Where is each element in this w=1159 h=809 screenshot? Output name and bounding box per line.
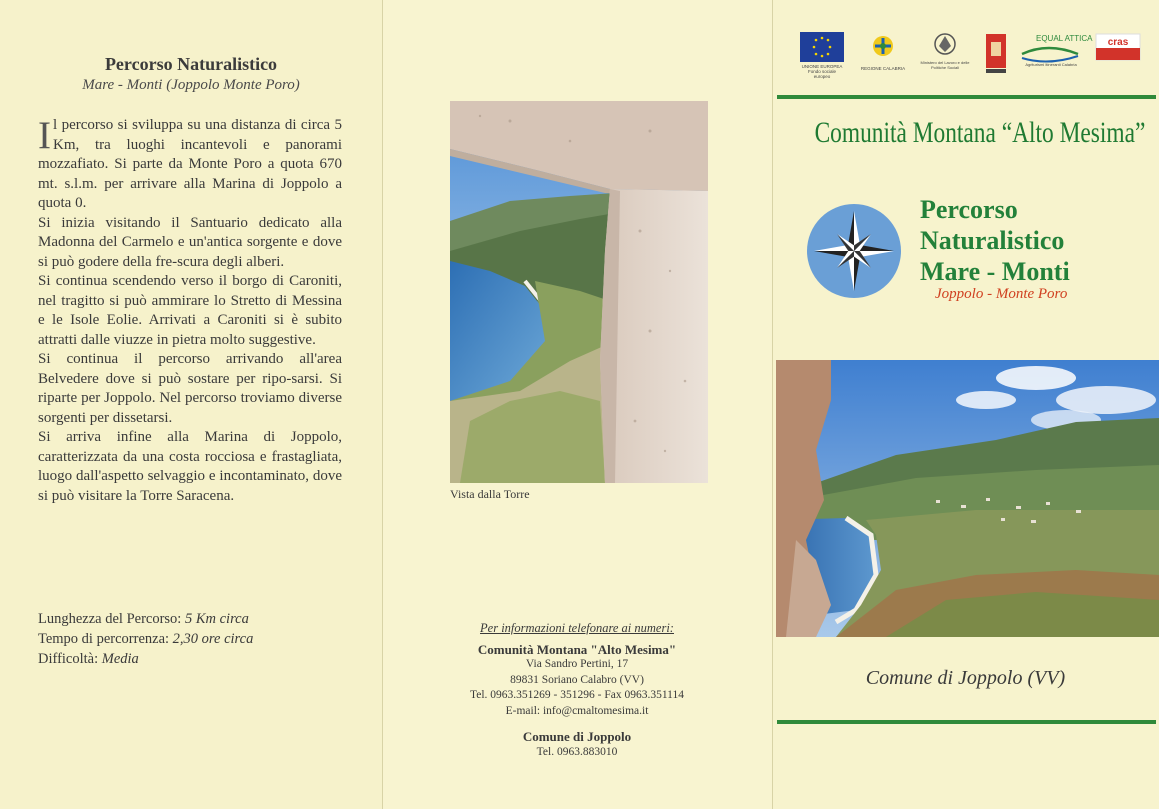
- description-paragraph: [38, 116, 342, 214]
- comune-phone: Tel. 0963.883010: [536, 745, 618, 758]
- address-line: Via Sandro Pertini, 17: [525, 658, 629, 670]
- green-rule: [777, 95, 1156, 99]
- brochure-title: [920, 194, 1070, 287]
- equal-sublabel: Agriturismi Itineranti Calabria: [1025, 62, 1077, 67]
- difficulty-value: Media: [101, 651, 139, 667]
- sponsor-logos: [800, 32, 1145, 82]
- cras-logo: [1096, 32, 1140, 76]
- ministero-label: Ministero del Lavoro e delle Politiche Sociali: [920, 60, 970, 70]
- comune-name: Comune di Joppolo: [522, 729, 632, 744]
- photo-caption: Vista dalla Torre: [450, 487, 530, 501]
- length-value: 5 Km circa: [184, 611, 249, 627]
- coastline-photo: [776, 360, 1159, 637]
- info-call-to-action: Per informazioni telefonare ai numeri:: [480, 621, 674, 635]
- phone-numbers: Tel. 0963.351269 - 351296 - Fax 0963.351114: [470, 689, 684, 701]
- green-rule: [777, 720, 1156, 724]
- eu-sublabel: Fondo sociale europeo: [807, 69, 837, 79]
- tower-view-photo: [450, 101, 708, 483]
- brochure-title-line: Mare - Monti: [920, 257, 1070, 286]
- route-subtitle: Mare - Monti (Joppolo Monte Poro): [82, 77, 300, 93]
- description-first-text: l percorso si sviluppa su una distanza di circa 5 Km, tra luoghi incantevoli e panorami mozzafiato. Si parte da Monte Poro a quota 670 mt. s.l.m. per arrivare alla Marina di Joppolo a quota 0.: [38, 117, 342, 211]
- route-info: [38, 609, 358, 669]
- ministero-logo: [920, 32, 970, 76]
- address-line: 89831 Soriano Calabro (VV): [510, 673, 644, 686]
- difficulty-label: Difficoltà:: [38, 651, 102, 667]
- time-row: [38, 629, 358, 649]
- time-label: Tempo di percorrenza:: [38, 631, 173, 647]
- time-value: 2,30 ore circa: [172, 631, 254, 647]
- difficulty-row: [38, 649, 358, 669]
- regione-calabria-logo: [858, 32, 908, 76]
- description-paragraph: Si arriva infine alla Marina di Joppolo, caratterizzata da una costa rocciosa e frastagliata, luogo dall'aspetto selvaggio e incontaminato, dove si può visitare la Torre Saracena.: [38, 429, 342, 504]
- route-description: [38, 116, 342, 506]
- eu-label: UNIONE EUROPEA: [801, 64, 843, 69]
- eu-flag-logo: [800, 32, 844, 79]
- brochure-title-line: Naturalistico: [920, 226, 1065, 255]
- drop-cap: I: [38, 114, 51, 157]
- brochure-title-line: Percorso: [920, 195, 1018, 224]
- calabria-label: REGIONE CALABRIA: [860, 66, 906, 71]
- cras-logo-text: cras: [1107, 37, 1129, 48]
- municipality-footer: Comune di Joppolo (VV): [865, 667, 1066, 689]
- compass-rose-icon: [805, 202, 903, 300]
- route-title: Percorso Naturalistico: [104, 54, 278, 74]
- org-name: Comunità Montana "Alto Mesima": [477, 641, 677, 657]
- contact-block: [382, 621, 772, 760]
- org-title: Comunità Montana “Alto Mesima”: [814, 116, 1146, 149]
- equal-logo-text: EQUAL ATTICA: [1036, 34, 1093, 43]
- description-paragraph: Si continua scendendo verso il borgo di Caroniti, nel tragitto si può ammirare lo Stretto di Messina e le Isole Eolie. Arrivati a Caroniti si è subito attratti dalle viuzze in pietra molto suggestive.: [38, 273, 342, 348]
- description-paragraph: Si continua il percorso arrivando all'area Belvedere dove si può sostare per ripo-sarsi. Si riparte per Joppolo. Nel percorso troviamo diverse sorgenti per dissetarsi.: [38, 351, 342, 426]
- description-paragraph: Si inizia visitando il Santuario dedicato alla Madonna del Carmelo e un'antica sorgente e dove si può godere della fre-scura degli alberi.: [38, 214, 342, 270]
- email-address: E-mail: info@cmaltomesima.it: [505, 704, 649, 717]
- handwritten-subtitle: Joppolo - Monte Poro: [935, 286, 1068, 302]
- equal-attica-logo: [1018, 32, 1093, 76]
- length-label: Lunghezza del Percorso:: [38, 611, 185, 627]
- length-row: [38, 609, 358, 629]
- red-emblem-logo: [984, 32, 1008, 76]
